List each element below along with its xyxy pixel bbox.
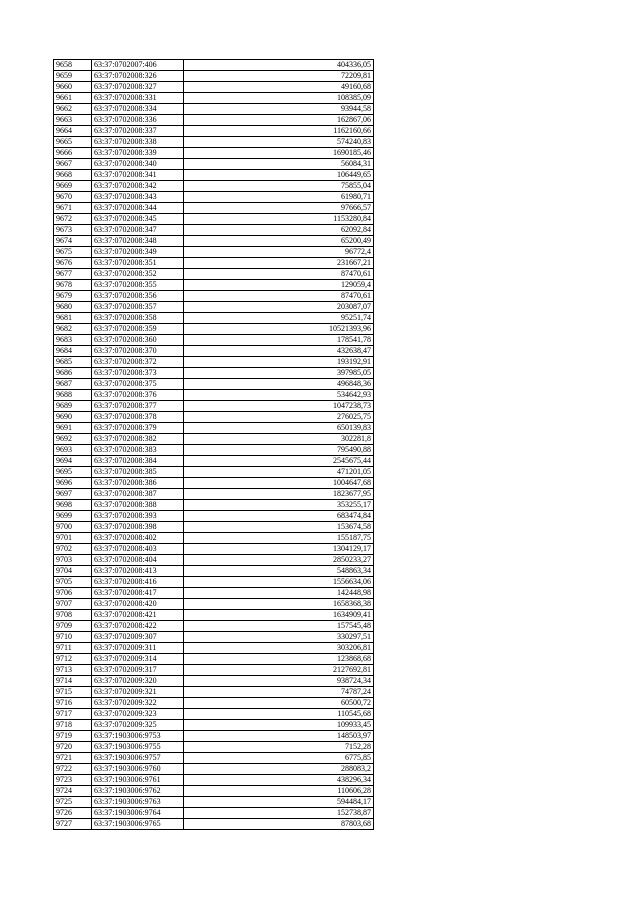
value-cell: 62092,84 <box>184 225 374 236</box>
cadastral-number-cell: 63:37:0702008:373 <box>92 368 184 379</box>
value-cell: 302281,8 <box>184 434 374 445</box>
row-number-cell: 9674 <box>54 236 92 247</box>
cadastral-number-cell: 63:37:1903006:9765 <box>92 819 184 830</box>
row-number-cell: 9708 <box>54 610 92 621</box>
cadastral-number-cell: 63:37:0702008:377 <box>92 401 184 412</box>
value-cell: 574240,83 <box>184 137 374 148</box>
table-row <box>54 269 374 280</box>
cadastral-number-cell: 63:37:0702009:314 <box>92 654 184 665</box>
value-cell: 404336,05 <box>184 60 374 71</box>
row-number-cell: 9676 <box>54 258 92 269</box>
table-row <box>54 533 374 544</box>
table-row <box>54 753 374 764</box>
value-cell: 162867,06 <box>184 115 374 126</box>
value-cell: 6775,85 <box>184 753 374 764</box>
row-number-cell: 9679 <box>54 291 92 302</box>
table-row <box>54 797 374 808</box>
value-cell: 123868,68 <box>184 654 374 665</box>
cadastral-number-cell: 63:37:1903006:9764 <box>92 808 184 819</box>
table-row <box>54 742 374 753</box>
table-row <box>54 236 374 247</box>
cadastral-value-table <box>53 59 374 830</box>
cadastral-number-cell: 63:37:0702008:393 <box>92 511 184 522</box>
cadastral-number-cell: 63:37:0702008:404 <box>92 555 184 566</box>
row-number-cell: 9703 <box>54 555 92 566</box>
row-number-cell: 9717 <box>54 709 92 720</box>
table-row <box>54 247 374 258</box>
row-number-cell: 9697 <box>54 489 92 500</box>
value-cell: 7152,28 <box>184 742 374 753</box>
row-number-cell: 9672 <box>54 214 92 225</box>
row-number-cell: 9720 <box>54 742 92 753</box>
row-number-cell: 9709 <box>54 621 92 632</box>
table-row <box>54 478 374 489</box>
row-number-cell: 9673 <box>54 225 92 236</box>
row-number-cell: 9718 <box>54 720 92 731</box>
table-row <box>54 423 374 434</box>
row-number-cell: 9678 <box>54 280 92 291</box>
cadastral-number-cell: 63:37:0702008:338 <box>92 137 184 148</box>
value-cell: 938724,34 <box>184 676 374 687</box>
cadastral-number-cell: 63:37:0702008:343 <box>92 192 184 203</box>
table-row <box>54 698 374 709</box>
value-cell: 276025,75 <box>184 412 374 423</box>
table-row <box>54 489 374 500</box>
row-number-cell: 9683 <box>54 335 92 346</box>
row-number-cell: 9699 <box>54 511 92 522</box>
value-cell: 96772,4 <box>184 247 374 258</box>
table-row <box>54 104 374 115</box>
cadastral-number-cell: 63:37:0702008:421 <box>92 610 184 621</box>
table-row <box>54 566 374 577</box>
table-row <box>54 819 374 830</box>
value-cell: 65200,49 <box>184 236 374 247</box>
row-number-cell: 9694 <box>54 456 92 467</box>
cadastral-number-cell: 63:37:0702008:375 <box>92 379 184 390</box>
cadastral-number-cell: 63:37:0702008:403 <box>92 544 184 555</box>
row-number-cell: 9727 <box>54 819 92 830</box>
table-row <box>54 654 374 665</box>
cadastral-number-cell: 63:37:0702008:372 <box>92 357 184 368</box>
row-number-cell: 9666 <box>54 148 92 159</box>
value-cell: 1823677,95 <box>184 489 374 500</box>
row-number-cell: 9722 <box>54 764 92 775</box>
cadastral-number-cell: 63:37:0702009:322 <box>92 698 184 709</box>
row-number-cell: 9721 <box>54 753 92 764</box>
value-cell: 2850233,27 <box>184 555 374 566</box>
row-number-cell: 9711 <box>54 643 92 654</box>
cadastral-number-cell: 63:37:1903006:9760 <box>92 764 184 775</box>
cadastral-number-cell: 63:37:0702009:317 <box>92 665 184 676</box>
row-number-cell: 9723 <box>54 775 92 786</box>
value-cell: 95251,74 <box>184 313 374 324</box>
value-cell: 75855,04 <box>184 181 374 192</box>
cadastral-number-cell: 63:37:0702008:337 <box>92 126 184 137</box>
table-row <box>54 764 374 775</box>
cadastral-number-cell: 63:37:0702008:348 <box>92 236 184 247</box>
row-number-cell: 9719 <box>54 731 92 742</box>
cadastral-number-cell: 63:37:1903006:9763 <box>92 797 184 808</box>
table-row <box>54 643 374 654</box>
value-cell: 1690185,46 <box>184 148 374 159</box>
table-row <box>54 786 374 797</box>
table-row <box>54 313 374 324</box>
cadastral-number-cell: 63:37:0702008:385 <box>92 467 184 478</box>
value-cell: 496848,36 <box>184 379 374 390</box>
value-cell: 650139,83 <box>184 423 374 434</box>
row-number-cell: 9691 <box>54 423 92 434</box>
row-number-cell: 9661 <box>54 93 92 104</box>
value-cell: 438296,34 <box>184 775 374 786</box>
cadastral-number-cell: 63:37:0702008:370 <box>92 346 184 357</box>
value-cell: 72209,81 <box>184 71 374 82</box>
value-cell: 56084,31 <box>184 159 374 170</box>
value-cell: 108385,09 <box>184 93 374 104</box>
cadastral-number-cell: 63:37:0702009:320 <box>92 676 184 687</box>
row-number-cell: 9724 <box>54 786 92 797</box>
value-cell: 152738,87 <box>184 808 374 819</box>
cadastral-number-cell: 63:37:0702008:384 <box>92 456 184 467</box>
cadastral-number-cell: 63:37:0702008:326 <box>92 71 184 82</box>
table-row <box>54 621 374 632</box>
cadastral-number-cell: 63:37:0702008:351 <box>92 258 184 269</box>
table-row <box>54 522 374 533</box>
value-cell: 353255,17 <box>184 500 374 511</box>
row-number-cell: 9692 <box>54 434 92 445</box>
table-row <box>54 445 374 456</box>
value-cell: 110606,28 <box>184 786 374 797</box>
cadastral-number-cell: 63:37:0702008:342 <box>92 181 184 192</box>
cadastral-number-cell: 63:37:0702008:341 <box>92 170 184 181</box>
cadastral-number-cell: 63:37:0702008:398 <box>92 522 184 533</box>
cadastral-number-cell: 63:37:0702008:417 <box>92 588 184 599</box>
row-number-cell: 9698 <box>54 500 92 511</box>
row-number-cell: 9707 <box>54 599 92 610</box>
row-number-cell: 9701 <box>54 533 92 544</box>
value-cell: 157545,48 <box>184 621 374 632</box>
cadastral-number-cell: 63:37:0702008:382 <box>92 434 184 445</box>
table-row <box>54 390 374 401</box>
row-number-cell: 9668 <box>54 170 92 181</box>
value-cell: 87803,68 <box>184 819 374 830</box>
value-cell: 397985,05 <box>184 368 374 379</box>
value-cell: 594484,17 <box>184 797 374 808</box>
row-number-cell: 9705 <box>54 577 92 588</box>
row-number-cell: 9669 <box>54 181 92 192</box>
cadastral-number-cell: 63:37:0702008:378 <box>92 412 184 423</box>
row-number-cell: 9706 <box>54 588 92 599</box>
value-cell: 795490,88 <box>184 445 374 456</box>
row-number-cell: 9688 <box>54 390 92 401</box>
value-cell: 106449,65 <box>184 170 374 181</box>
table-body <box>54 60 374 830</box>
table-row <box>54 115 374 126</box>
value-cell: 153674,58 <box>184 522 374 533</box>
cadastral-number-cell: 63:37:0702008:356 <box>92 291 184 302</box>
table-row <box>54 82 374 93</box>
row-number-cell: 9662 <box>54 104 92 115</box>
cadastral-number-cell: 63:37:0702008:379 <box>92 423 184 434</box>
value-cell: 129059,4 <box>184 280 374 291</box>
table-row <box>54 709 374 720</box>
table-row <box>54 665 374 676</box>
row-number-cell: 9693 <box>54 445 92 456</box>
row-number-cell: 9710 <box>54 632 92 643</box>
table-row <box>54 291 374 302</box>
row-number-cell: 9681 <box>54 313 92 324</box>
value-cell: 1634909,41 <box>184 610 374 621</box>
row-number-cell: 9715 <box>54 687 92 698</box>
table-row <box>54 720 374 731</box>
value-cell: 1304129,17 <box>184 544 374 555</box>
value-cell: 203087,07 <box>184 302 374 313</box>
cadastral-number-cell: 63:37:0702008:349 <box>92 247 184 258</box>
value-cell: 1047238,73 <box>184 401 374 412</box>
value-cell: 97666,57 <box>184 203 374 214</box>
table-row <box>54 324 374 335</box>
cadastral-number-cell: 63:37:0702008:416 <box>92 577 184 588</box>
table-row <box>54 555 374 566</box>
value-cell: 1658368,38 <box>184 599 374 610</box>
table-row <box>54 456 374 467</box>
value-cell: 74787,24 <box>184 687 374 698</box>
table-row <box>54 214 374 225</box>
cadastral-number-cell: 63:37:0702008:352 <box>92 269 184 280</box>
value-cell: 303206,81 <box>184 643 374 654</box>
row-number-cell: 9658 <box>54 60 92 71</box>
table-row <box>54 544 374 555</box>
row-number-cell: 9687 <box>54 379 92 390</box>
row-number-cell: 9700 <box>54 522 92 533</box>
cadastral-number-cell: 63:37:0702007:406 <box>92 60 184 71</box>
cadastral-number-cell: 63:37:0702008:344 <box>92 203 184 214</box>
cadastral-number-cell: 63:37:0702009:323 <box>92 709 184 720</box>
table-row <box>54 148 374 159</box>
table-row <box>54 676 374 687</box>
table-row <box>54 379 374 390</box>
value-cell: 1004647,68 <box>184 478 374 489</box>
table-row <box>54 412 374 423</box>
row-number-cell: 9660 <box>54 82 92 93</box>
row-number-cell: 9696 <box>54 478 92 489</box>
cadastral-number-cell: 63:37:0702008:358 <box>92 313 184 324</box>
value-cell: 87470,61 <box>184 291 374 302</box>
value-cell: 330297,51 <box>184 632 374 643</box>
table-row <box>54 808 374 819</box>
cadastral-number-cell: 63:37:0702008:339 <box>92 148 184 159</box>
row-number-cell: 9665 <box>54 137 92 148</box>
table-row <box>54 500 374 511</box>
table-row <box>54 258 374 269</box>
row-number-cell: 9685 <box>54 357 92 368</box>
table-row <box>54 632 374 643</box>
table-row <box>54 71 374 82</box>
table-row <box>54 302 374 313</box>
table-row <box>54 434 374 445</box>
value-cell: 2545675,44 <box>184 456 374 467</box>
table-row <box>54 335 374 346</box>
value-cell: 548863,34 <box>184 566 374 577</box>
value-cell: 109933,45 <box>184 720 374 731</box>
table-row <box>54 203 374 214</box>
row-number-cell: 9670 <box>54 192 92 203</box>
row-number-cell: 9659 <box>54 71 92 82</box>
value-cell: 87470,61 <box>184 269 374 280</box>
row-number-cell: 9682 <box>54 324 92 335</box>
value-cell: 178541,78 <box>184 335 374 346</box>
table-row <box>54 687 374 698</box>
table-row <box>54 159 374 170</box>
row-number-cell: 9714 <box>54 676 92 687</box>
value-cell: 110545,68 <box>184 709 374 720</box>
table-row <box>54 225 374 236</box>
cadastral-number-cell: 63:37:0702008:336 <box>92 115 184 126</box>
value-cell: 432638,47 <box>184 346 374 357</box>
row-number-cell: 9689 <box>54 401 92 412</box>
table-row <box>54 577 374 588</box>
row-number-cell: 9686 <box>54 368 92 379</box>
row-number-cell: 9664 <box>54 126 92 137</box>
value-cell: 10521393,96 <box>184 324 374 335</box>
cadastral-number-cell: 63:37:0702008:360 <box>92 335 184 346</box>
row-number-cell: 9695 <box>54 467 92 478</box>
table-row <box>54 170 374 181</box>
row-number-cell: 9680 <box>54 302 92 313</box>
table-row <box>54 181 374 192</box>
row-number-cell: 9725 <box>54 797 92 808</box>
row-number-cell: 9663 <box>54 115 92 126</box>
cadastral-number-cell: 63:37:0702009:307 <box>92 632 184 643</box>
table-row <box>54 126 374 137</box>
value-cell: 93944,58 <box>184 104 374 115</box>
table-row <box>54 93 374 104</box>
table-row <box>54 280 374 291</box>
value-cell: 60500,72 <box>184 698 374 709</box>
value-cell: 155187,75 <box>184 533 374 544</box>
cadastral-number-cell: 63:37:0702008:340 <box>92 159 184 170</box>
value-cell: 142448,98 <box>184 588 374 599</box>
row-number-cell: 9704 <box>54 566 92 577</box>
value-cell: 49160,68 <box>184 82 374 93</box>
cadastral-number-cell: 63:37:0702008:334 <box>92 104 184 115</box>
table-row <box>54 137 374 148</box>
cadastral-number-cell: 63:37:0702008:383 <box>92 445 184 456</box>
cadastral-number-cell: 63:37:0702008:422 <box>92 621 184 632</box>
row-number-cell: 9690 <box>54 412 92 423</box>
cadastral-number-cell: 63:37:0702008:376 <box>92 390 184 401</box>
table-row <box>54 60 374 71</box>
row-number-cell: 9677 <box>54 269 92 280</box>
cadastral-number-cell: 63:37:0702008:387 <box>92 489 184 500</box>
value-cell: 193192,91 <box>184 357 374 368</box>
value-cell: 288083,2 <box>184 764 374 775</box>
table-row <box>54 610 374 621</box>
cadastral-number-cell: 63:37:0702009:325 <box>92 720 184 731</box>
cadastral-number-cell: 63:37:1903006:9753 <box>92 731 184 742</box>
cadastral-number-cell: 63:37:1903006:9755 <box>92 742 184 753</box>
value-cell: 148503,97 <box>184 731 374 742</box>
cadastral-number-cell: 63:37:0702008:388 <box>92 500 184 511</box>
cadastral-number-cell: 63:37:0702008:345 <box>92 214 184 225</box>
table-row <box>54 467 374 478</box>
cadastral-number-cell: 63:37:0702008:413 <box>92 566 184 577</box>
value-cell: 61980,71 <box>184 192 374 203</box>
row-number-cell: 9671 <box>54 203 92 214</box>
cadastral-number-cell: 63:37:0702008:331 <box>92 93 184 104</box>
value-cell: 2127692,81 <box>184 665 374 676</box>
cadastral-number-cell: 63:37:0702008:357 <box>92 302 184 313</box>
table-row <box>54 357 374 368</box>
cadastral-number-cell: 63:37:0702008:355 <box>92 280 184 291</box>
value-cell: 534642,93 <box>184 390 374 401</box>
row-number-cell: 9712 <box>54 654 92 665</box>
row-number-cell: 9684 <box>54 346 92 357</box>
row-number-cell: 9702 <box>54 544 92 555</box>
value-cell: 471201,05 <box>184 467 374 478</box>
cadastral-number-cell: 63:37:1903006:9761 <box>92 775 184 786</box>
cadastral-number-cell: 63:37:0702008:420 <box>92 599 184 610</box>
table-row <box>54 346 374 357</box>
table-row <box>54 599 374 610</box>
table-row <box>54 192 374 203</box>
cadastral-number-cell: 63:37:0702008:327 <box>92 82 184 93</box>
table-row <box>54 588 374 599</box>
value-cell: 1162160,66 <box>184 126 374 137</box>
table-row <box>54 401 374 412</box>
value-cell: 683474,84 <box>184 511 374 522</box>
cadastral-number-cell: 63:37:0702008:386 <box>92 478 184 489</box>
table-row <box>54 511 374 522</box>
row-number-cell: 9667 <box>54 159 92 170</box>
table-row <box>54 775 374 786</box>
table-row <box>54 731 374 742</box>
cadastral-number-cell: 63:37:0702008:359 <box>92 324 184 335</box>
value-cell: 231667,21 <box>184 258 374 269</box>
table-row <box>54 368 374 379</box>
value-cell: 1153280,84 <box>184 214 374 225</box>
cadastral-number-cell: 63:37:0702008:347 <box>92 225 184 236</box>
row-number-cell: 9713 <box>54 665 92 676</box>
cadastral-number-cell: 63:37:0702009:321 <box>92 687 184 698</box>
row-number-cell: 9675 <box>54 247 92 258</box>
cadastral-number-cell: 63:37:0702008:402 <box>92 533 184 544</box>
row-number-cell: 9726 <box>54 808 92 819</box>
cadastral-number-cell: 63:37:1903006:9757 <box>92 753 184 764</box>
row-number-cell: 9716 <box>54 698 92 709</box>
cadastral-number-cell: 63:37:0702009:311 <box>92 643 184 654</box>
value-cell: 1556634,06 <box>184 577 374 588</box>
cadastral-number-cell: 63:37:1903006:9762 <box>92 786 184 797</box>
